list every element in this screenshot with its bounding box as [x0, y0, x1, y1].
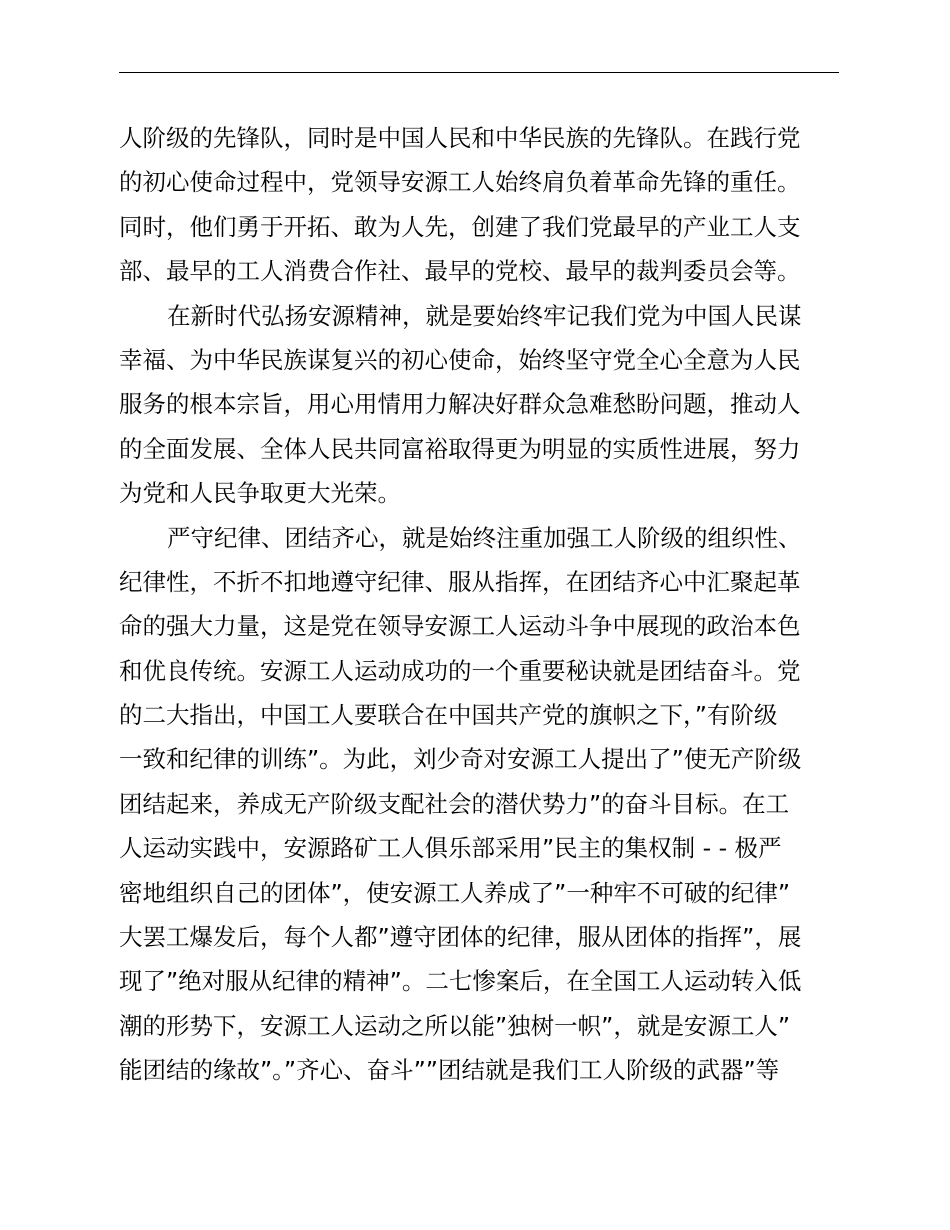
text-line: 部、最早的工人消费合作社、最早的党校、最早的裁判委员会等。 [119, 257, 801, 286]
text-line: 现了”绝对服从纪律的精神”。二七惨案后，在全国工人运动转入低 [119, 967, 802, 996]
text-line: 为党和人民争取更大光荣。 [119, 479, 401, 508]
text-line: 和优良传统。安源工人运动成功的一个重要秘诀就是团结奋斗。党 [119, 656, 801, 685]
text-line: 密地组织自己的团体”，使安源工人养成了”一种牢不可破的纪律” [119, 878, 791, 907]
text-line: 能团结的缘故”。”齐心、奋斗””团结就是我们工人阶级的武器”等 [119, 1056, 780, 1085]
text-line: 同时，他们勇于开拓、敢为人先，创建了我们党最早的产业工人支 [119, 212, 801, 241]
text-line: 幸福、为中华民族谋复兴的初心使命，始终坚守党全心全意为人民 [119, 345, 801, 374]
document-body [119, 116, 839, 1093]
text-line: 团结起来，养成无产阶级支配社会的潜伏势力”的奋斗目标。在工 [119, 789, 790, 818]
paragraph-start-line: 严守纪律、团结齐心，就是始终注重加强工人阶级的组织性、 [167, 523, 802, 552]
text-line: 一致和纪律的训练”。为此，刘少奇对安源工人提出了”使无产阶级 [119, 745, 802, 774]
text-line: 潮的形势下，安源工人运动之所以能”独树一帜”，就是安源工人” [119, 1011, 791, 1040]
text-line: 纪律性，不折不扣地遵守纪律、服从指挥，在团结齐心中汇聚起革 [119, 567, 801, 596]
paragraph-start-line: 在新时代弘扬安源精神，就是要始终牢记我们党为中国人民谋 [167, 301, 802, 330]
text-line: 命的强大力量，这是党在领导安源工人运动斗争中展现的政治本色 [119, 612, 801, 641]
text-line: 人阶级的先锋队，同时是中国人民和中华民族的先锋队。在践行党 [119, 124, 801, 152]
text-line: 服务的根本宗旨，用心用情用力解决好群众急难愁盼问题，推动人 [119, 390, 801, 419]
text-line: 大罢工爆发后，每个人都”遵守团体的纪律，服从团体的指挥”，展 [119, 923, 802, 952]
text-line: 人运动实践中，安源路矿工人俱乐部采用”民主的集权制 - - 极严 [119, 834, 782, 863]
text-line: 的全面发展、全体人民共同富裕取得更为明显的实质性进展，努力 [119, 434, 801, 463]
header-rule [119, 72, 839, 73]
text-line: 的初心使命过程中，党领导安源工人始终肩负着革命先锋的重任。 [119, 168, 801, 197]
text-line: 的二大指出，中国工人要联合在中国共产党的旗帜之下，”有阶级 [119, 701, 778, 730]
